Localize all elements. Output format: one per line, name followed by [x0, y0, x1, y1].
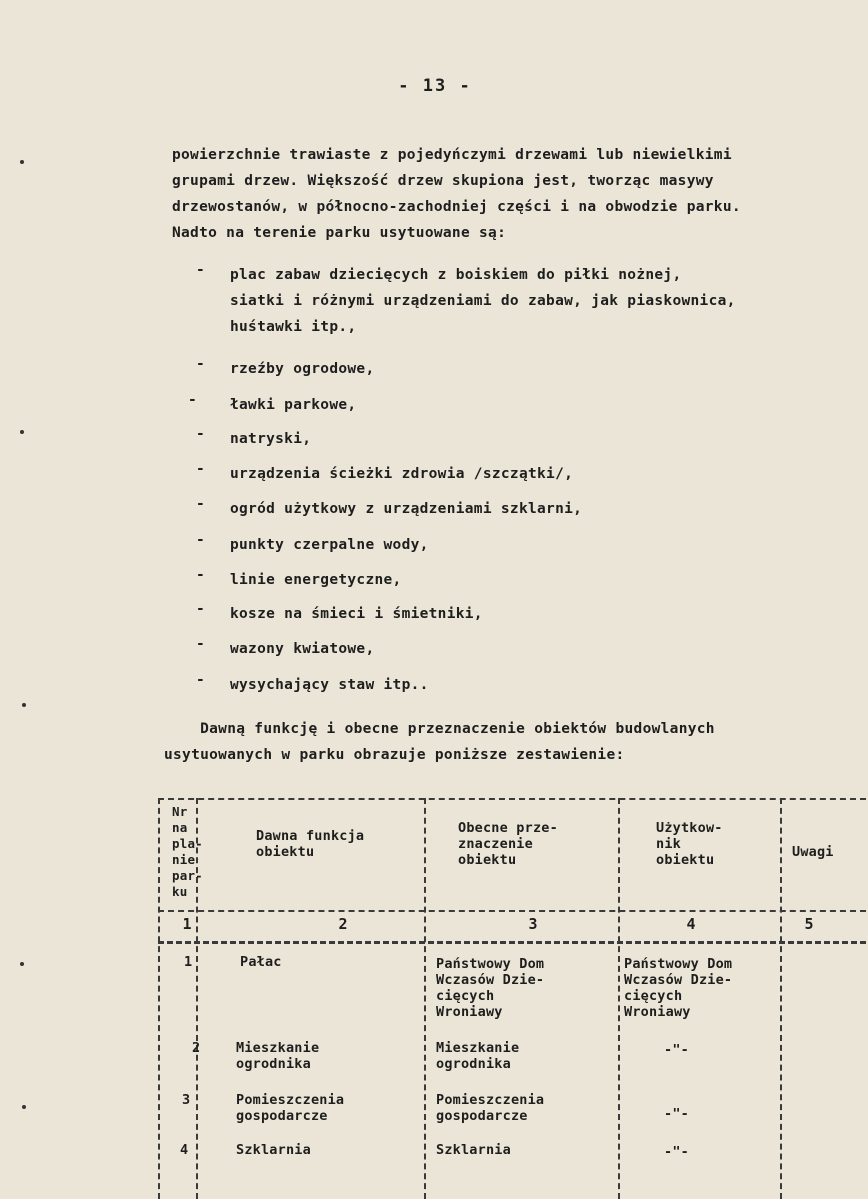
list-item-text: wazony kwiatowe,	[230, 641, 375, 657]
user-cell: -"-	[664, 1144, 689, 1160]
row-number: 2	[192, 1040, 201, 1056]
list-item-text: urządzenia ścieżki zdrowia /szczątki/,	[230, 466, 574, 482]
objects-table	[158, 790, 868, 1199]
paragraph-line: grupami drzew. Większość drzew skupiona jest, tworząc masywy	[172, 173, 714, 189]
list-item-text: ławki parkowe,	[230, 397, 357, 413]
column-number: 5	[804, 915, 814, 933]
current-purpose-cell: Pomieszczenia gospodarcze	[436, 1092, 545, 1124]
former-function-cell: Pomieszczenia gospodarcze	[236, 1092, 345, 1124]
header-user: Użytkow- nik obiektu	[656, 820, 723, 868]
column-number: 2	[338, 915, 348, 933]
header-current-purpose: Obecne prze- znaczenie obiektu	[458, 820, 558, 868]
paragraph-line: Nadto na terenie parku usytuowane są:	[172, 225, 507, 241]
list-item-text: rzeźby ogrodowe,	[230, 361, 375, 377]
user-cell: -"-	[664, 1106, 689, 1122]
list-dash: -	[196, 672, 206, 688]
column-number: 3	[528, 915, 538, 933]
former-function-cell: Mieszkanie ogrodnika	[236, 1040, 320, 1072]
list-dash: -	[196, 532, 206, 548]
table-body-rule	[158, 941, 866, 944]
list-item-text: ogród użytkowy z urządzeniami szklarni,	[230, 501, 583, 517]
list-item-text: linie energetyczne,	[230, 572, 402, 588]
column-number: 1	[182, 915, 192, 933]
list-item-text: kosze na śmieci i śmietniki,	[230, 606, 483, 622]
list-dash: -	[196, 426, 206, 442]
current-purpose-cell: Mieszkanie ogrodnika	[436, 1040, 520, 1072]
table-top-rule	[158, 798, 866, 800]
paragraph-line: drzewostanów, w północno-zachodniej części i na obwodzie parku.	[172, 199, 741, 215]
table-header-rule	[158, 910, 866, 912]
list-dash: -	[196, 496, 206, 512]
list-item-text: plac zabaw dziecięcych z boiskiem do piłki nożnej,	[230, 267, 682, 283]
header-nr: Nr na pla- nie par- ku	[172, 804, 203, 899]
list-dash: -	[188, 392, 198, 408]
list-dash: -	[196, 567, 206, 583]
current-purpose-cell: Szklarnia	[436, 1142, 511, 1158]
list-item-text: punkty czerpalne wody,	[230, 537, 429, 553]
table-column-rule	[158, 798, 160, 1199]
margin-speck	[20, 430, 24, 434]
current-purpose-cell: Państwowy Dom Wczasów Dzie- cięcych Wroniawy	[436, 956, 545, 1020]
paragraph-line: Dawną funkcję i obecne przeznaczenie obiektów budowlanych	[164, 721, 715, 737]
list-dash: -	[196, 356, 206, 372]
row-number: 3	[182, 1092, 191, 1108]
paragraph-line: powierzchnie trawiaste z pojedyńczymi drzewami lub niewielkimi	[172, 147, 732, 163]
list-item-text: natryski,	[230, 431, 312, 447]
user-cell: -"-	[664, 1042, 689, 1058]
header-former-function: Dawna funkcja obiektu	[256, 828, 365, 860]
column-number: 4	[686, 915, 696, 933]
former-function-cell: Pałac	[240, 954, 282, 970]
list-item-text: huśtawki itp.,	[230, 319, 357, 335]
margin-speck	[20, 962, 24, 966]
list-item-text: siatki i różnymi urządzeniami do zabaw, jak piaskownica,	[230, 293, 736, 309]
list-dash: -	[196, 262, 206, 278]
list-dash: -	[196, 636, 206, 652]
margin-speck	[22, 1105, 26, 1109]
header-notes: Uwagi	[792, 844, 834, 860]
table-column-rule	[424, 798, 426, 1199]
list-dash: -	[196, 461, 206, 477]
user-cell: Państwowy Dom Wczasów Dzie- cięcych Wroniawy	[624, 956, 733, 1020]
list-dash: -	[196, 601, 206, 617]
row-number: 4	[180, 1142, 189, 1158]
table-column-rule	[618, 798, 620, 1199]
margin-speck	[22, 703, 26, 707]
row-number: 1	[184, 954, 193, 970]
margin-speck	[20, 160, 24, 164]
former-function-cell: Szklarnia	[236, 1142, 311, 1158]
list-item-text: wysychający staw itp..	[230, 677, 429, 693]
paragraph-line: usytuowanych w parku obrazuje poniższe zestawienie:	[164, 747, 625, 763]
page-number: - 13 -	[398, 76, 472, 96]
table-column-rule	[780, 798, 782, 1199]
